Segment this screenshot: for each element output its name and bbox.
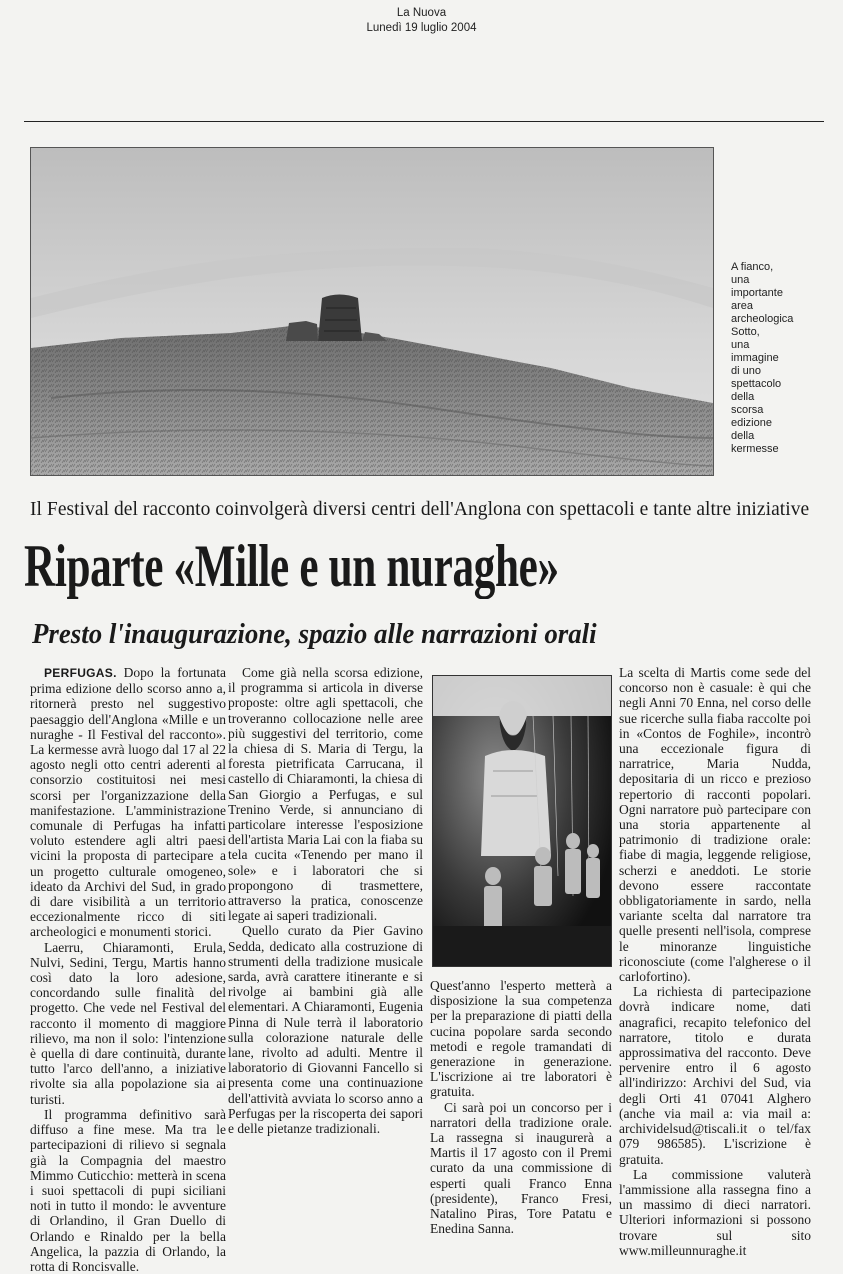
publication-date: Lunedì 19 luglio 2004 — [366, 22, 477, 34]
article-paragraph: Quello curato da Pier Gavino Sedda, dedicato alla costruzione di strumenti della tradizione musicale sarda, avrà carattere itinerante e si rivolge ai bambini già alle elementari. A Chiaramonti, Eugenia Pinna di Nule terrà il laboratorio sulla colorazione naturale delle lane, rivolto ad adulti. Mentre il laboratorio di Giovanni Fancello si presenta come una continuazione dell'attività avviata lo scorso anno a Perfugas per la riscoperta dei sapori e delle pietanze tradizionali. — [228, 923, 423, 1137]
dateline: PERFUGAS. — [44, 666, 117, 680]
article-paragraph: La richiesta di partecipazione dovrà indicare nome, dati anagrafici, recapito telefonico del narratore, titolo e durata approssimativa del racconto. Deve pervenire entro il 6 agosto all'indirizzo: Archivi del Sud, via degli Orti 41 07041 Alghero (anche via mail a: via mail a: archividelsud@tiscali.it o tel/fax 079 986585). L'iscrizione è gratuita. — [619, 984, 811, 1167]
photo-caption: A fianco, una importante area archeologica Sotto, una immagine di uno spettacolo della scorsa edizione della kermesse — [731, 261, 794, 455]
article-column-3 — [430, 978, 612, 1236]
article-column-4 — [619, 665, 811, 1258]
puppet-show-photo — [432, 675, 612, 967]
masthead — [0, 6, 843, 36]
header-rule — [24, 121, 824, 122]
nuraghe-landscape-image — [31, 148, 713, 475]
article-paragraph: Come già nella scorsa edizione, il programma si articola in diverse proposte: oltre agli spettacoli, che troveranno collocazione nelle aree più suggestivi del territorio, come la chiesa di S. Maria di Tergu, la foresta pietrificata Carrucana, il castello di Chiaramonti, la chiesa di San Giorgio a Perfugas, e sul Trenino Verde, si annunciano di particolare interesse l'esposizione dell'artista Maria Lai con la fiaba su tela cucita «Tenendo per mano il sole» e i laboratori che si propongono di trasmettere, attraverso la pratica, conoscenze legate ai saperi tradizionali. — [228, 665, 423, 924]
article-paragraph: Quest'anno l'esperto metterà a disposizione la sua competenza per la preparazione di piatti della cucina popolare sarda secondo metodi e regole tramandati di generazione in generazione. L'iscrizione ai tre laboratori è gratuita. — [430, 978, 612, 1100]
article-paragraph: PERFUGAS. Dopo la fortunata prima edizione dello scorso anno a, ritornerà presto nel suggestivo paesaggio dell'Anglona «Mille e un nuraghe - Il Festival del racconto». La kermesse avrà luogo dal 17 al 22 agosto negli otto centri aderenti al consorzio costituitosi nei mesi scorsi per l'organizzazione della manifestazione. L'amministrazione comunale di Perfugas ha infatti voluto estendere agli altri paesi vicini la proposta di partecipare a un progetto culturale omogeneo, ideato da Archivi del Sud, in grado di dare visibilità a un territorio eccezionalmente ricco di siti archeologici e monumenti storici. — [30, 665, 226, 940]
article-paragraph: Ci sarà poi un concorso per i narratori della tradizione orale. La rassegna si inaugurerà a Martis il 17 agosto con il Premi curato da una commissione di esperti quali Franco Enna (presidente), Franco Fresi, Natalino Piras, Tore Patatu e Enedina Sanna. — [430, 1099, 612, 1237]
article-headline: Riparte «Mille e un nuraghe» — [24, 533, 559, 599]
article-column-1 — [30, 665, 226, 1274]
puppeteer-image — [433, 676, 611, 966]
article-paragraph: La commissione valuterà l'ammissione alla rassegna fino a un massimo di dieci narratori. Ulteriori informazioni si possono trovare sul sito www.milleunnuraghe.it — [619, 1166, 811, 1258]
article-kicker: Il Festival del racconto coinvolgerà diversi centri dell'Anglona con spettacoli e tante altre iniziative — [30, 499, 810, 520]
landscape-photo — [30, 147, 714, 476]
article-column-2 — [228, 665, 423, 1136]
article-paragraph: Laerru, Chiaramonti, Erula, Nulvi, Sedini, Tergu, Martis hanno così dato la loro adesione, concordando sulle finalità del progetto. Che vede nel Festival del racconto il momento di maggiore rilievo, ma non il solo: l'intenzione è quella di dare continuità, durante tutto l'arco dell'anno, a iniziative rivolte sia alla popolazione sia ai turisti. — [30, 939, 226, 1107]
article-subheadline: Presto l'inaugurazione, spazio alle narrazioni orali — [32, 619, 597, 650]
article-paragraph: La scelta di Martis come sede del concorso non è casuale: è qui che negli Anni 70 Enna, nel corso delle sue ricerche sulla fiaba raccolte poi in «Contos de Foghile», incontrò una eccezionale figura di narratrice, Maria Nudda, depositaria di un ricco e prezioso repertorio di racconti popolari. Ogni narratore può partecipare con una storia appartenente al patrimonio di tradizione orale: fiabe di magia, leggende religiose, scherzi e aneddoti. Le storie devono essere raccontate obbligatoriamente in sardo, nella variante scelta dal narratore tra quelle presenti nell'isola, comprese le minoranze linguistiche riconosciute (come l'algherese o il carlofortino). — [619, 665, 811, 985]
publication-name: La Nuova — [396, 7, 447, 19]
article-paragraph: Il programma definitivo sarà diffuso a fine mese. Ma tra le partecipazioni di rilievo si segnala già la Compagnia del maestro Mimmo Cuticchio: metterà in scena i suoi spettacoli di pupi siciliani noti in tutto il mondo: le avventure di Orlandino, il Gran Duello di Orlando e Rinaldo per la bella Angelica, la pazzia di Orlando, la rotta di Roncisvalle. — [30, 1106, 226, 1274]
